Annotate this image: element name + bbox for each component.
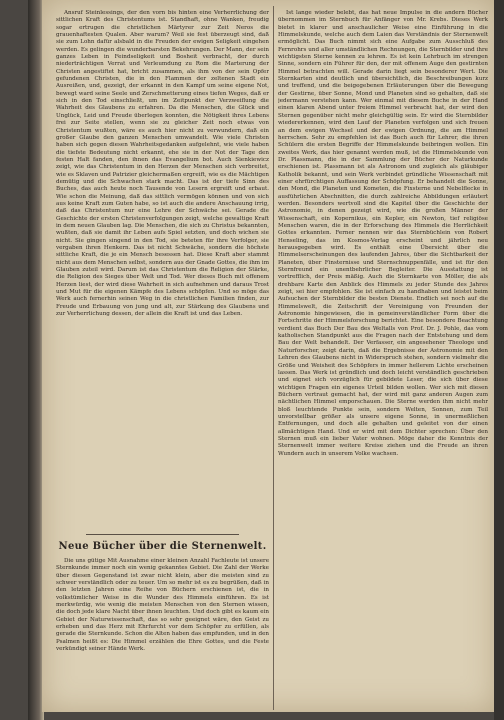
article-paragraph: Die uns gütige Mit Ausnahme einer kleinen Anzahl Fachleute ist unsere Sternkunde immer noch ein wenig gekanntes Gebiet. Die Zahl der Werke über diesen Gegenstand ist zwar nicht klein, aber die meisten sind zu schwer verständlich oder zu teuer. Um so mehr ist es zu begrüßen, daß in den letzten Jahren eine Reihe von Büchern erschienen ist, die in volkstümlicher Weise in die Wunder des Himmels einführen. Es ist merkwürdig, wie wenig die meisten Menschen von den Sternen wissen, die doch jede klare Nacht über ihnen leuchten. Und doch gibt es kaum ein Gebiet der Naturwissenschaft, das so sehr geeignet wäre, den Geist zu erheben und das Herz mit Ehrfurcht vor dem Schöpfer zu erfüllen, als gerade die Sternkunde. Schon die Alten haben das empfunden, und in den Psalmen heißt es: Die Himmel erzählen die Ehre Gottes, und die Feste verkündigt seiner Hände Werk. <box>56 558 269 653</box>
left-column-text-top <box>56 10 269 530</box>
left-column <box>56 10 269 706</box>
section-divider <box>86 534 239 535</box>
section-heading: Neue Bücher über die Sternenwelt. <box>58 541 267 552</box>
article-paragraph: Ansruf Steinlessings, der den vorn bis hinten eine Verherrlichung der sittlichen Kraft des Christentums ist. Standhaft, ohne Wanken, freudig sogar ertrugen die christlichen Märtyrer zur Zeit Neros die grauenhaftesten Qualen. Aber warum? Weil sie fest überzeugt sind, daß sie zum Lohn dafür alsbald in die Freuden der ewigen Seligkeit eingehen werden. Es gelingen die wunderbarsten Bekehrungen. Der Mann, der sein ganzes Leben in Feindseligkeit und Bosheit verbracht, der durch niederträchtigen Verrat und Verleumdung zu Rom die Marterung der Christen angestiftet hat, bricht zusammen, als ihm von der sein Opfer gefundenen Christen, die in den Flammen der zeltenen Stadt ein Ausreißen, und, gezeigt, der erkannt in den Kampf um seine eigene Not, bewegt ward seine Seele und Zerschmetterung eines tiefen Weges, daß er sich in den Tod einschließt, um im Zeitpunkt der Verzweiflung die Wahrheit des Glaubens zu erfahren. Da die Menschen, die Glück und Unglück, Leid und Freude überlegen konnten, die Nötigkeit ihres Lebens frei zur Seite stellen, wenn sie zu gleicher Zeit noch etwas von Christentum wußten, wäre es auch hier nicht zu verwundern, daß ein großer Glaube den ganzen Menschen umwandelt. Wie viele Christen haben sich gegen diesen Wahrheitsgedanken aufgelehnt, wie viele haben die tiefste Bedeutung nicht erkannt, ehe sie in der Not der Tage den festen Halt fanden, den ihnen das Evangelium bot. Auch Sienkiewicz zeigt, wie das Christentum in den Herzen der Menschen sich verbreitet, wie es Sklaven und Patrizier gleichermaßen ergreift, wie es die Mächtigen demütig und die Schwachen stark macht. Das ist der tiefe Sinn des Buches, das auch heute noch Tausende von Lesern ergreift und erbaut. Wie schon die Meinung, daß das sittlich vermögen können und von sich aus keine Kraft zum Guten habe, so ist auch die andere Anschauung irrig, daß das Christentum nur eine Lehre der Schwäche sei. Gerade die Geschichte der ersten Christenverfolgungen zeigt, welche gewaltige Kraft in dem neuen Glauben lag. Die Menschen, die sich zu Christus bekannten, wußten, daß sie damit ihr Leben aufs Spiel setzten, und doch wichen sie nicht. Sie gingen singend in den Tod, sie beteten für ihre Verfolger, sie vergaben ihren Henkern. Das ist nicht Schwäche, sondern die höchste sittliche Kraft, die je ein Mensch besessen hat. Diese Kraft aber stammt nicht aus dem Menschen selbst, sondern aus der Gnade Gottes, die ihm im Glauben zuteil wird. Darum ist das Christentum die Religion der Stärke, die Religion des Sieges über Welt und Tod. Wer dieses Buch mit offenem Herzen liest, der wird diese Wahrheit in sich aufnehmen und daraus Trost und Mut für die eigenen Kämpfe des Lebens schöpfen. Und so möge das Werk auch fernerhin seinen Weg in die christlichen Familien finden, zur Freude und Erbauung von jung und alt, zur Stärkung des Glaubens und zur Verherrlichung dessen, der allein die Kraft ist und das Leben. <box>56 10 269 318</box>
column-divider <box>273 6 274 710</box>
right-column <box>278 10 488 716</box>
left-column-text-bottom <box>56 558 269 653</box>
page-edge <box>494 0 504 720</box>
article-paragraph: Ist lange wieder belebt, das hat neue Impulse in die andern Bücher übernommen im Sternbuch für Anfänger von Mr. Krebs. Dieses Werk bietet in klarer und anschaulicher Weise eine Einführung in die Himmelskunde, welche auch dem Laien das Verständnis der Sternenwelt ermöglicht. Das Buch nimmt sich eine Aufgabe zum Ausschluß des Fernrohrs und aller umständlichen Rechnungen, die Sternbilder und ihre wichtigsten Sterne kennen zu lehren. Es ist kein Lehrbuch im strengen Sinne, sondern ein Führer für den, der mit offenem Auge den gestirnten Himmel betrachten will. Gerade darin liegt sein besonderer Wert. Die Sternkarten sind deutlich und übersichtlich, die Beschreibungen kurz und treffend, und die beigegebenen Erläuterungen über die Bewegung der Gestirne, über Sonne, Mond und Planeten sind so gehalten, daß sie jedermann verstehen kann. Wer einmal mit diesem Buche in der Hand einen klaren Abend unter freiem Himmel verbracht hat, der wird den Sternen gegenüber nicht mehr gleichgültig sein. Er wird die Sternbilder wiedererkennen, wird den Lauf der Planeten verfolgen und sich freuen an dem ewigen Wechsel und der ewigen Ordnung, die am Himmel herrschen. Sehr zu empfehlen ist das Buch auch für Lehrer, die ihren Schülern die ersten Begriffe der Himmelskunde beibringen wollen. Ein zweites Werk, das hier genannt werden muß, ist die Himmelskunde von Dr. Plassmann, die in der Sammlung der Bücher der Naturkunde erschienen ist. Plassmann ist als Astronom und zugleich als gläubiger Katholik bekannt, und sein Werk verbindet gründliche Wissenschaft mit einer ehrfürchtigen Auffassung der Schöpfung. Er behandelt die Sonne, den Mond, die Planeten und Kometen, die Fixsterne und Nebelflecke in ausführlichen Abschnitten, die durch zahlreiche Abbildungen erläutert werden. Besonders wertvoll sind die Kapitel über die Geschichte der Astronomie, in denen gezeigt wird, wie die großen Männer der Wissenschaft, ein Kopernikus, ein Kepler, ein Newton, tief religiöse Menschen waren, die in der Erforschung des Himmels die Herrlichkeit Gottes erkannten. Ferner nennen wir das Sternbüchlein von Robert Henseling, das im Kosmos-Verlag erscheint und jährlich neu herausgegeben wird. Es enthält eine Übersicht über die Himmelserscheinungen des laufenden Jahres, über die Sichtbarkeit der Planeten, über Finsternisse und Sternschnuppenfälle, und ist für den Sternfreund ein unentbehrlicher Begleiter. Die Ausstattung ist vortrefflich, der Preis mäßig. Auch die Sternkarte von Möller, die als drehbare Karte den Anblick des Himmels zu jeder Stunde des Jahres zeigt, sei hier empfohlen. Sie ist einfach zu handhaben und leistet beim Aufsuchen der Sternbilder die besten Dienste. Endlich sei noch auf die Himmelswelt, die Zeitschrift der Vereinigung von Freunden der Astronomie hingewiesen, die in gemeinverständlicher Form über die Fortschritte der Himmelsforschung berichtet. Eine besondere Beachtung verdient das Buch Der Bau des Weltalls von Prof. Dr. J. Pohle, das vom katholischen Standpunkt aus die Fragen nach der Entstehung und dem Bau der Welt behandelt. Der Verfasser, ein angesehener Theologe und Naturforscher, zeigt darin, daß die Ergebnisse der Astronomie mit den Lehren des Glaubens nicht in Widerspruch stehen, sondern vielmehr die Größe und Weisheit des Schöpfers in immer hellerem Lichte erscheinen lassen. Das Werk ist gründlich und doch leicht verständlich geschrieben und eignet sich vorzüglich für gebildete Leser, die sich über diese wichtigen Fragen ein eigenes Urteil bilden wollen. Wer sich mit diesen Büchern vertraut gemacht hat, der wird mit ganz anderen Augen zum nächtlichen Himmel emporschauen. Die Sterne werden ihm nicht mehr bloß leuchtende Punkte sein, sondern Welten, Sonnen, zum Teil unvorstellbar größer als unsere eigene Sonne, in unermeßlichen Entfernungen, und doch alle gehalten und geleitet von der einen allmächtigen Hand. Und er wird mit dem Dichter sprechen: Über den Sternen muß ein lieber Vater wohnen. Möge daher die Kenntnis der Sternenwelt immer weitere Kreise ziehen und die Freude an ihren Wundern auch in unserem Volke wachsen. <box>278 10 488 457</box>
